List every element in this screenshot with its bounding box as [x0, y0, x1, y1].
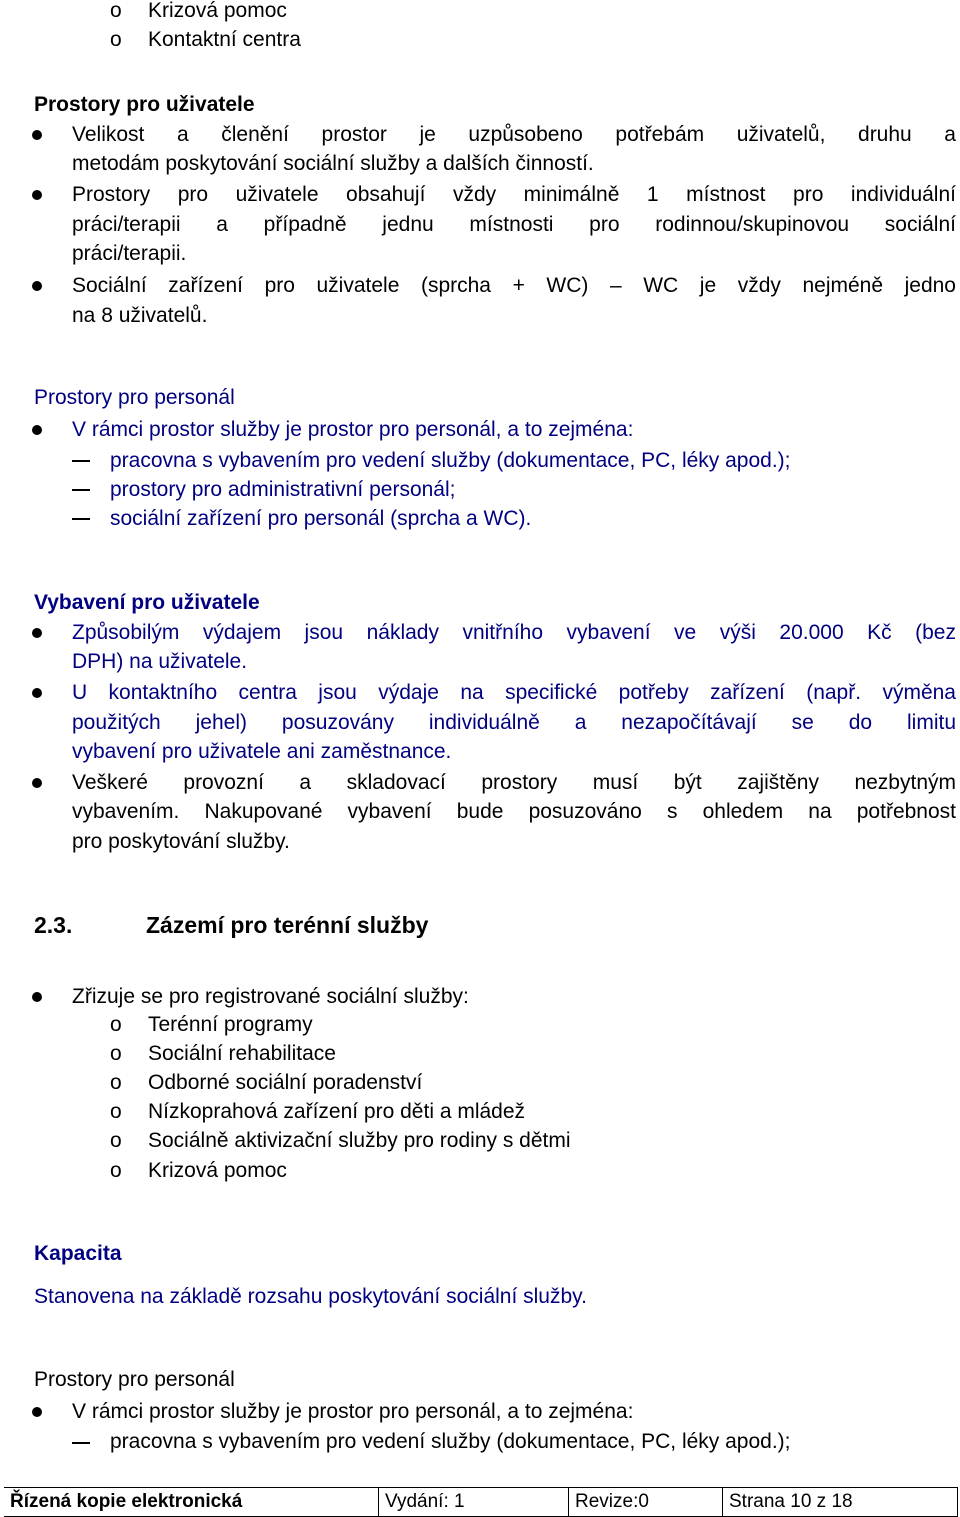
- page-footer: [4, 1487, 958, 1517]
- list-item: Sociálně aktivizační služby pro rodiny s dětmi: [148, 1129, 571, 1152]
- section-heading: Prostory pro personál: [34, 1368, 235, 1391]
- section-title: Zázemí pro terénní služby: [146, 912, 429, 938]
- bullet-icon: [32, 688, 42, 698]
- bullet-icon: [32, 130, 42, 140]
- list-item: Kontaktní centra: [148, 28, 301, 51]
- bullet-icon: [32, 190, 42, 200]
- list-marker: o: [110, 1159, 122, 1182]
- dash-marker: [72, 1442, 90, 1444]
- dash-marker: [72, 518, 90, 520]
- list-marker: o: [110, 1013, 122, 1036]
- list-marker: o: [110, 1100, 122, 1123]
- paragraph-line: Velikost a členění prostor je uzpůsobeno potřebám uživatelů, druhu a: [72, 123, 956, 146]
- list-item: Krizová pomoc: [148, 0, 287, 22]
- paragraph-line: práci/terapii a případně jednu místnosti pro rodinnou/skupinovou sociální: [72, 213, 956, 236]
- section-heading: Prostory pro personál: [34, 386, 235, 409]
- bullet-icon: [32, 425, 42, 435]
- footer-edition: Vydání: 1: [378, 1488, 568, 1516]
- paragraph-line: na 8 uživatelů.: [72, 304, 208, 327]
- paragraph-line: použitých jehel) posuzovány individuálně a nezapočítávají se do limitu: [72, 711, 956, 734]
- paragraph-line: U kontaktního centra jsou výdaje na specifické potřeby zařízení (např. výměna: [72, 681, 956, 704]
- paragraph-line: vybavením. Nakupované vybavení bude posuzováno s ohledem na potřebnost: [72, 800, 956, 823]
- bullet-icon: [32, 778, 42, 788]
- list-item: Nízkoprahová zařízení pro děti a mládež: [148, 1100, 526, 1123]
- list-item: prostory pro administrativní personál;: [110, 478, 456, 501]
- list-marker: o: [110, 1042, 122, 1065]
- list-marker: o: [110, 28, 122, 51]
- paragraph-line: metodám poskytování sociální služby a dalších činností.: [72, 152, 594, 175]
- footer-copy-label: Řízená kopie elektronická: [10, 1491, 243, 1512]
- list-item: Odborné sociální poradenství: [148, 1071, 423, 1094]
- bullet-icon: [32, 628, 42, 638]
- list-marker: o: [110, 0, 122, 22]
- paragraph-line: DPH) na uživatele.: [72, 650, 248, 673]
- bullet-icon: [32, 992, 42, 1002]
- paragraph-line: Veškeré provozní a skladovací prostory musí být zajištěny nezbytným: [72, 771, 956, 794]
- list-item: Terénní programy: [148, 1013, 313, 1036]
- paragraph-line: V rámci prostor služby je prostor pro personál, a to zejména:: [72, 418, 634, 441]
- paragraph-line: Prostory pro uživatele obsahují vždy minimálně 1 místnost pro individuální: [72, 183, 956, 206]
- list-item: sociální zařízení pro personál (sprcha a WC).: [110, 507, 532, 530]
- list-item: Krizová pomoc: [148, 1159, 287, 1182]
- paragraph-line: Způsobilým výdajem jsou náklady vnitřního vybavení ve výši 20.000 Kč (bez: [72, 621, 956, 644]
- footer-page-number: Strana 10 z 18: [722, 1488, 958, 1516]
- section-heading: Prostory pro uživatele: [34, 93, 255, 116]
- paragraph-line: vybavení pro uživatele ani zaměstnance.: [72, 740, 452, 763]
- bullet-icon: [32, 1407, 42, 1417]
- paragraph-line: práci/terapii.: [72, 242, 187, 265]
- paragraph-line: Stanovena na základě rozsahu poskytování sociální služby.: [34, 1285, 587, 1308]
- list-item: Sociální rehabilitace: [148, 1042, 336, 1065]
- list-marker: o: [110, 1071, 122, 1094]
- paragraph-line: pro poskytování služby.: [72, 830, 290, 853]
- paragraph-line: Sociální zařízení pro uživatele (sprcha + WC) – WC je vždy nejméně jedno: [72, 274, 956, 297]
- footer-revision: Revize:0: [568, 1488, 722, 1516]
- list-item: pracovna s vybavením pro vedení služby (dokumentace, PC, léky apod.);: [110, 1430, 791, 1453]
- list-item: pracovna s vybavením pro vedení služby (dokumentace, PC, léky apod.);: [110, 449, 791, 472]
- dash-marker: [72, 460, 90, 462]
- section-heading: Kapacita: [34, 1242, 122, 1265]
- dash-marker: [72, 489, 90, 491]
- paragraph-line: Zřizuje se pro registrované sociální služby:: [72, 985, 469, 1008]
- paragraph-line: V rámci prostor služby je prostor pro personál, a to zejména:: [72, 1400, 634, 1423]
- bullet-icon: [32, 281, 42, 291]
- section-number: 2.3.: [34, 912, 73, 938]
- list-marker: o: [110, 1129, 122, 1152]
- section-heading: Vybavení pro uživatele: [34, 591, 260, 614]
